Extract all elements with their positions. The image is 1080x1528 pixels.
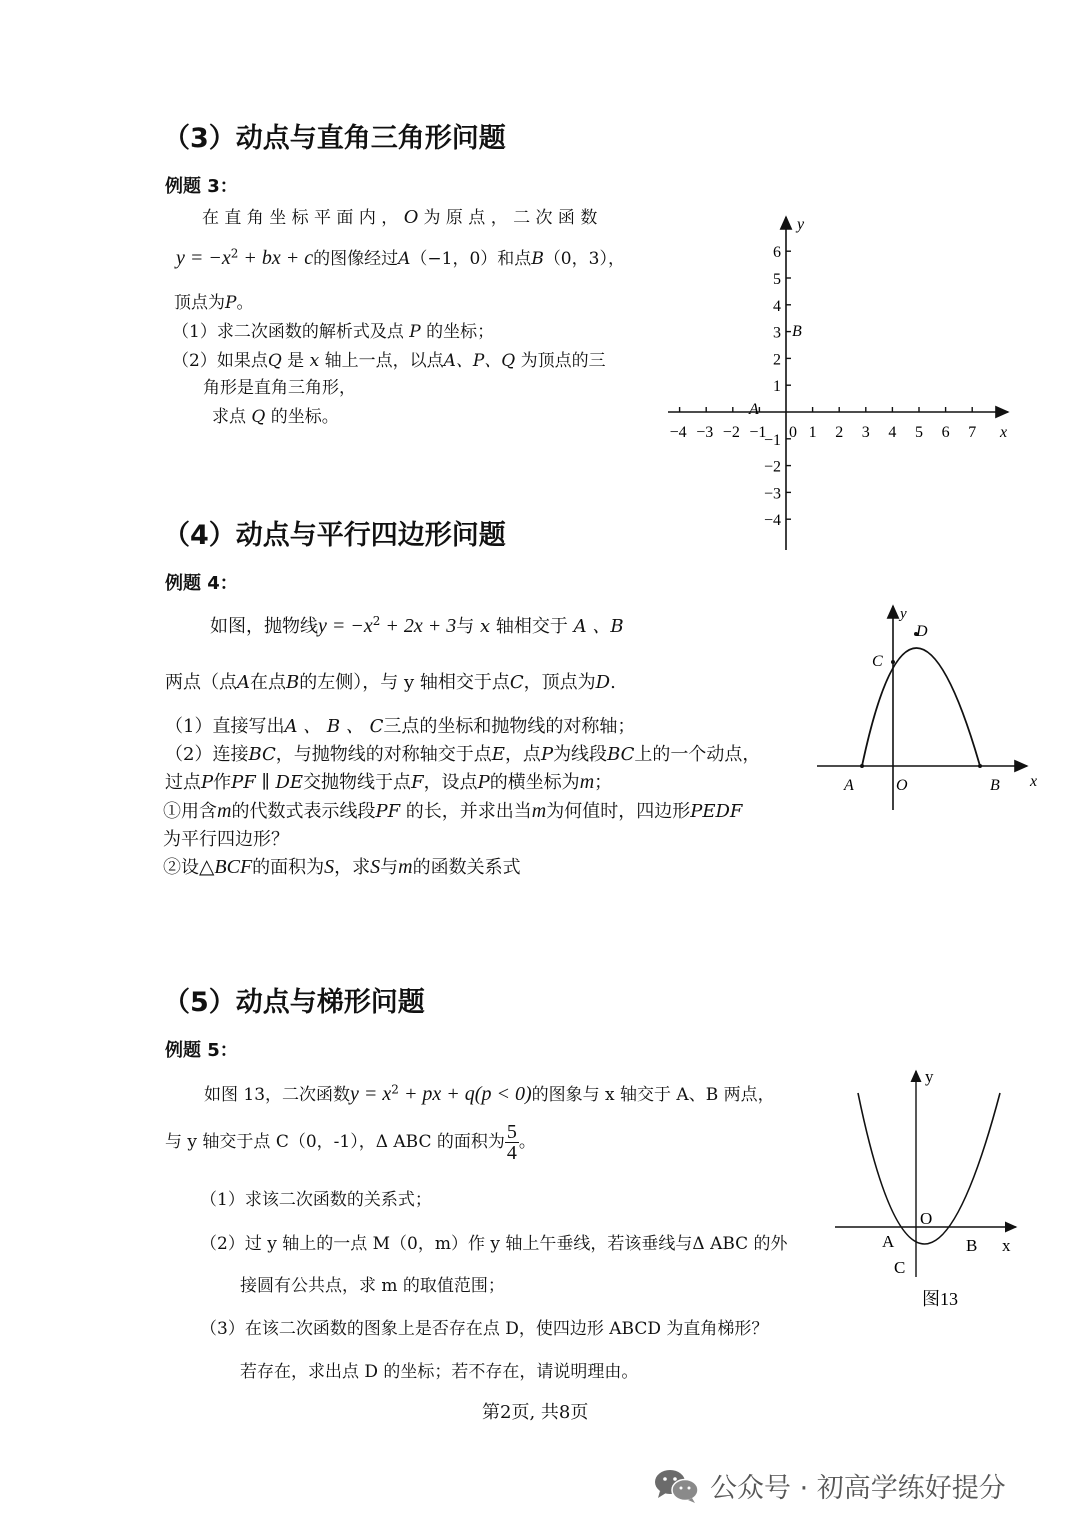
label-A: A: [844, 777, 854, 794]
x-tick-label: 4: [888, 424, 897, 441]
x-tick-label: 1: [808, 424, 817, 441]
x-tick-label: 3: [861, 424, 870, 441]
label-B: B: [990, 777, 1000, 794]
example-3-line-1: 在 直 角 坐 标 平 面 内 ， O 为 原 点 ， 二 次 函 数: [202, 206, 598, 228]
example-3-question-2: （2）如果点Q 是 x 轴上一点，以点A、P、Q 为顶点的三: [172, 351, 606, 371]
point-A: [860, 764, 864, 768]
label-C: C: [894, 1258, 906, 1277]
example-3-question-1: （1）求二次函数的解析式及点 P 的坐标；: [172, 322, 495, 342]
x-tick-label: 5: [915, 424, 923, 441]
example-3-label: 例题 3：: [165, 176, 238, 197]
label-A: A: [882, 1232, 895, 1251]
x-tick-label: 7: [968, 424, 977, 441]
example-4-question-2: （2）连接BC，与抛物线的对称轴交于点E，点P为线段BC上的一个动点，: [165, 744, 761, 765]
figure-13-caption: 图13: [922, 1289, 958, 1309]
label-B: B: [966, 1236, 978, 1255]
section-4-heading: （4）动点与平行四边形问题: [163, 520, 506, 551]
example-5-question-2: （2）过 y 轴上的一点 M（0，m）作 y 轴上午垂线，若该垂线与Δ ABC 的外: [200, 1234, 788, 1254]
example-5-label: 例题 5：: [165, 1040, 238, 1061]
example-4-line-2: 两点（点A在点B的左侧），与 y 轴相交于点C，顶点为D.: [165, 672, 616, 693]
example-5-line-2: 与 y 轴交于点 C（0，-1），Δ ABC 的面积为 $\frac{5}{4}$ 。: [165, 1121, 536, 1164]
example-5-question-2-line-2: 接圆有公共点，求 m 的取值范围；: [240, 1276, 505, 1296]
example-3-line-2: $y = -x^2$ + bx + c的图像经过A（−1，0）和点B（0，3），: [176, 246, 625, 269]
fraction-5-4: $\frac{5}{4}$: [506, 1121, 517, 1164]
y-axis-label: y: [797, 216, 805, 233]
point-label-B: B: [792, 323, 802, 340]
figure-4-parabola: [812, 600, 1052, 820]
x-tick-label: −4: [669, 424, 687, 441]
watermark: [652, 1466, 1006, 1505]
example-3-line-3: 顶点为P。: [174, 293, 254, 313]
point-C: [891, 660, 895, 664]
example-3-question-2-line-3: 求点 Q 的坐标。: [212, 407, 339, 427]
label-O: O: [896, 777, 908, 794]
y-tick-label: −1: [764, 431, 782, 449]
example-4-label: 例题 4：: [165, 573, 238, 594]
example-3-question-2-line-2: 角形是直角三角形，: [203, 378, 356, 398]
x-tick-label: −2: [722, 424, 740, 441]
label-O: O: [920, 1209, 933, 1228]
figure-3-coordinate-plane: [660, 205, 1030, 560]
page-number: 第2页, 共8页: [482, 1402, 589, 1423]
y-tick-label: 2: [773, 351, 781, 369]
section-5-heading: （5）动点与梯形问题: [163, 987, 425, 1018]
section-3-heading: （3）动点与直角三角形问题: [163, 123, 506, 154]
label-C: C: [872, 653, 883, 670]
figure-13-parabola: [830, 1065, 1040, 1320]
watermark-text: 公众号 · 初高学练好提分: [710, 1473, 1006, 1504]
x-axis-label: x: [1000, 424, 1008, 441]
x-axis-label: x: [1030, 773, 1038, 790]
wechat-icon: [652, 1467, 700, 1505]
example-4-condition-2: ②设△BCF的面积为S，求S与m的函数关系式: [163, 856, 521, 878]
x-tick-label: −1: [749, 424, 767, 441]
example-4-condition-1-line-2: 为平行四边形？: [163, 829, 289, 850]
x-tick-label: 6: [941, 424, 950, 441]
example-5-line-1: 如图 13，二次函数$y = x^2$ + px + q(p < 0)的图象与 x 轴交于 A、B 两点，: [204, 1082, 775, 1105]
example-4-line-1: 如图，抛物线$y = -x^2 + 2x + 3$与 x 轴相交于 A 、B: [210, 614, 624, 637]
y-tick-label: −4: [764, 512, 782, 530]
x-tick-label: 2: [835, 424, 844, 441]
x-tick-label: −3: [696, 424, 714, 441]
y-tick-label: 3: [773, 324, 781, 342]
y-tick-label: 6: [773, 244, 781, 262]
point-label-A: A: [749, 401, 759, 418]
x-tick-label: 0: [789, 424, 797, 441]
label-D: D: [916, 623, 928, 640]
point-B: [978, 764, 982, 768]
y-tick-label: 5: [773, 271, 781, 288]
example-5-question-1: （1）求该二次函数的关系式；: [200, 1190, 432, 1210]
y-tick-label: 4: [773, 297, 781, 315]
example-5-question-3: （3）在该二次函数的图象上是否存在点 D，使四边形 ABCD 为直角梯形？: [200, 1319, 769, 1339]
y-axis-label: y: [900, 606, 907, 622]
example-5-question-3-line-2: 若存在，求出点 D 的坐标；若不存在，请说明理由。: [240, 1362, 639, 1382]
y-tick-label: −2: [764, 458, 782, 476]
y-tick-label: 1: [773, 378, 781, 396]
y-axis-label: y: [925, 1067, 934, 1086]
x-axis-label: x: [1002, 1236, 1011, 1255]
example-4-question-2-line-2: 过点P作PF ∥ DE交抛物线于点F，设点P的横坐标为m；: [165, 771, 613, 793]
example-4-question-1: （1）直接写出A 、 B 、 C三点的坐标和抛物线的对称轴；: [165, 716, 636, 737]
y-tick-label: −3: [764, 485, 782, 503]
example-4-condition-1: ①用含m的代数式表示线段PF 的长，并求出当m为何值时，四边形PEDF: [163, 800, 743, 822]
